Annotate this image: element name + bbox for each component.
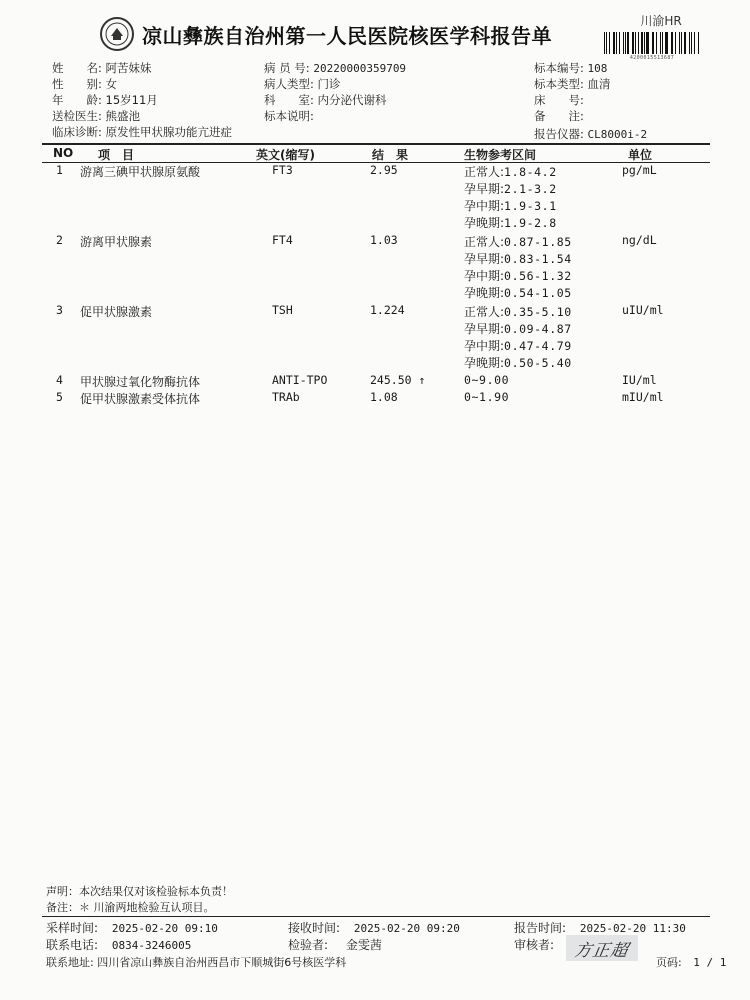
page-row [656, 954, 726, 970]
footer-remark: 备注：＊ 川渝两地检验互认项目。 [46, 901, 215, 914]
barcode-bar [681, 32, 682, 54]
table-row [0, 303, 750, 320]
doctor-row [52, 108, 140, 124]
table-row [0, 354, 750, 371]
age-label: 年 龄: [52, 93, 102, 107]
receive-time: 2025-02-20 09:20 [353, 922, 460, 935]
row-no: 5 [56, 390, 63, 404]
barcode-bar [679, 32, 680, 54]
table-row [0, 163, 750, 180]
barcode-bar [694, 32, 695, 54]
row-item: 促甲状腺激素 [80, 305, 153, 319]
collect-label: 采样时间: [46, 921, 99, 935]
table-row [0, 214, 750, 231]
reference-label: 孕晚期: [464, 286, 505, 300]
hospital-logo-icon [100, 17, 134, 51]
dept-label: 科 室: [264, 93, 314, 107]
receive-label: 接收时间: [288, 921, 341, 935]
reference-label: 孕中期: [464, 339, 505, 353]
signature-text: 方正超 [572, 940, 631, 961]
barcode-bar [619, 32, 620, 54]
diagnosis-row [52, 124, 232, 140]
phone-row [46, 936, 191, 953]
barcode-bar [644, 32, 645, 54]
row-item: 游离三碘甲状腺原氨酸 [80, 165, 201, 179]
report-label: 报告时间: [514, 921, 567, 935]
barcode-area [604, 12, 700, 61]
barcode-bar [671, 32, 672, 54]
barcode-bar [646, 32, 648, 54]
collect-time-row [46, 919, 218, 936]
report-title: 凉山彝族自治州第一人民医院核医学科报告单 [142, 24, 552, 48]
reference-label: 孕早期: [464, 182, 505, 196]
doctor-label: 送检医生: [52, 109, 102, 123]
patient-name: 阿苦妹妹 [105, 61, 152, 75]
barcode-bar [698, 32, 699, 54]
table-header [0, 146, 750, 162]
table-row [0, 250, 750, 267]
reference-value: 0~1.90 [464, 390, 510, 404]
phone-value: 0834-3246005 [111, 939, 192, 952]
name-row [52, 60, 152, 76]
reference-range [464, 267, 572, 284]
reference-label: 正常人: [464, 165, 505, 179]
barcode-bar [665, 32, 667, 54]
barcode-bar [691, 32, 692, 54]
sample-type: 血清 [587, 77, 611, 91]
sample-no-label: 标本编号: [534, 61, 584, 75]
reference-label: 孕中期: [464, 199, 505, 213]
case-no-row [264, 60, 406, 76]
barcode-bar [604, 32, 605, 54]
reviewer-signature [566, 935, 638, 961]
reference-value: 1.9-3.1 [504, 199, 557, 213]
sex-row [52, 76, 117, 92]
reference-range [464, 337, 572, 354]
reference-value: 2.1-3.2 [504, 182, 557, 196]
table-row [0, 180, 750, 197]
table-row [0, 337, 750, 354]
note-row [264, 108, 318, 124]
patient-type-row [264, 76, 341, 92]
barcode-bar [606, 32, 607, 54]
table-row [0, 284, 750, 301]
reference-value: 1.8-4.2 [504, 165, 557, 179]
note-label: 标本说明: [264, 109, 314, 123]
row-item: 甲状腺过氧化物酶抗体 [80, 375, 201, 389]
remark-label: 备 注: [534, 109, 584, 123]
table-row [0, 267, 750, 284]
barcode-bar [609, 32, 610, 54]
table-row [0, 197, 750, 214]
row-english: FT4 [272, 233, 293, 247]
diagnosis-value: 原发性甲状腺功能亢进症 [105, 125, 233, 139]
page-number: 1 / 1 [693, 956, 727, 969]
row-result: 245.50 ↑ [370, 373, 426, 387]
row-no: 1 [56, 163, 63, 177]
reference-label: 孕早期: [464, 322, 505, 336]
table-row [0, 320, 750, 337]
table-row [0, 233, 750, 250]
reference-label: 孕早期: [464, 252, 505, 266]
report-time: 2025-02-20 11:30 [579, 922, 686, 935]
dept-value: 内分泌代谢科 [317, 93, 387, 107]
footer-rule [42, 916, 710, 917]
reference-range [464, 163, 557, 180]
barcode-bar [652, 32, 653, 54]
row-result: 1.224 [370, 303, 405, 317]
instrument-row [534, 126, 647, 142]
page-label: 页码: [656, 956, 682, 969]
row-unit: mIU/ml [622, 390, 664, 404]
row-english: FT3 [272, 163, 293, 177]
barcode-bar [623, 32, 624, 54]
barcode-bar [635, 32, 636, 54]
col-ref: 生物参考区间 [464, 148, 537, 162]
tester-name: 金雯茜 [345, 938, 382, 952]
reference-label: 正常人: [464, 305, 505, 319]
row-result: 1.08 [370, 390, 398, 404]
col-english: 英文(缩写) [256, 148, 315, 162]
row-result: 1.03 [370, 233, 398, 247]
barcode-bar [627, 32, 628, 54]
instrument-label: 报告仪器: [534, 127, 584, 141]
barcode-bar [625, 32, 626, 54]
sample-no-row [534, 60, 607, 76]
bed-label: 床 号: [534, 93, 584, 107]
report-time-row [514, 919, 686, 936]
row-no: 3 [56, 303, 63, 317]
sample-type-label: 标本类型: [534, 77, 584, 91]
row-english: ANTI-TPO [272, 373, 328, 387]
address-row [46, 954, 346, 970]
case-no: 20220000359709 [313, 62, 407, 75]
row-english: TRAb [272, 390, 300, 404]
reference-value: 0.87-1.85 [504, 235, 572, 249]
barcode-bar [689, 32, 690, 54]
reference-range [464, 197, 557, 214]
address-value: 四川省凉山彝族自治州西昌市下顺城街6号核医学科 [97, 956, 347, 969]
age-row [52, 92, 158, 108]
reference-label: 孕中期: [464, 269, 505, 283]
barcode-bar [662, 32, 663, 54]
row-unit: ng/dL [622, 233, 657, 247]
col-result: 结 果 [372, 148, 409, 162]
tester-label: 检验者: [288, 938, 329, 952]
address-label: 联系地址: [46, 956, 94, 969]
barcode-bar [684, 32, 686, 54]
table-top-rule [42, 143, 710, 145]
reference-label: 孕晚期: [464, 356, 505, 370]
barcode [604, 32, 700, 54]
reference-range [464, 390, 509, 404]
reference-range [464, 214, 557, 231]
tester-row [288, 936, 382, 953]
reference-value: 0.50-5.40 [504, 356, 572, 370]
name-label: 姓 名: [52, 61, 102, 75]
patient-age: 15岁11月 [105, 93, 158, 107]
row-unit: pg/mL [622, 163, 657, 177]
instrument-value: CL8000i-2 [587, 128, 648, 141]
table-row [0, 373, 750, 390]
reviewer-label: 审核者: [514, 938, 555, 952]
dept-row [264, 92, 387, 108]
sex-label: 性 别: [52, 77, 102, 91]
receive-time-row [288, 919, 460, 936]
reference-value: 1.9-2.8 [504, 216, 557, 230]
reference-value: 0.54-1.05 [504, 286, 572, 300]
row-english: TSH [272, 303, 293, 317]
barcode-bar [638, 32, 639, 54]
col-no: NO [53, 146, 74, 160]
reference-value: 0.09-4.87 [504, 322, 572, 336]
col-item: 项 目 [98, 148, 135, 162]
sample-no: 108 [587, 62, 608, 75]
barcode-bar [672, 32, 673, 54]
remark-row [534, 108, 588, 124]
barcode-bar [653, 32, 654, 54]
case-no-label: 病 员 号: [264, 61, 310, 75]
reference-label: 孕晚期: [464, 216, 505, 230]
barcode-number: 4200015513687 [629, 55, 675, 61]
barcode-bar [656, 32, 657, 54]
barcode-bar [675, 32, 676, 54]
reference-value: 0.35-5.10 [504, 305, 572, 319]
row-unit: IU/ml [622, 373, 657, 387]
barcode-bar [632, 32, 634, 54]
row-item: 游离甲状腺素 [80, 235, 153, 249]
reference-range [464, 303, 572, 320]
barcode-bar [616, 32, 617, 54]
phone-label: 联系电话: [46, 938, 99, 952]
doctor-name: 熊盛池 [105, 109, 141, 123]
diagnosis-label: 临床诊断: [52, 125, 102, 139]
row-result: 2.95 [370, 163, 398, 177]
row-item: 促甲状腺激素受体抗体 [80, 392, 201, 406]
barcode-bar [613, 32, 615, 54]
col-unit: 单位 [628, 148, 653, 162]
sample-type-row [534, 76, 611, 92]
row-unit: uIU/ml [622, 303, 664, 317]
row-no: 2 [56, 233, 63, 247]
statement: 声明：本次结果仅对该检验标本负责！ [46, 885, 233, 898]
patient-type: 门诊 [317, 77, 341, 91]
collect-time: 2025-02-20 09:10 [111, 922, 218, 935]
reference-label: 正常人: [464, 235, 505, 249]
reference-range [464, 354, 572, 371]
reference-range [464, 180, 557, 197]
reference-range [464, 250, 572, 267]
org-mark: 川渝HR [640, 14, 682, 28]
barcode-bar [641, 32, 642, 54]
patient-sex: 女 [105, 77, 118, 91]
reference-range [464, 284, 572, 301]
patient-type-label: 病人类型: [264, 77, 314, 91]
row-no: 4 [56, 373, 63, 387]
reference-value: 0.83-1.54 [504, 252, 572, 266]
bed-row [534, 92, 588, 108]
reference-value: 0.47-4.79 [504, 339, 572, 353]
reviewer-row [514, 936, 554, 953]
reference-range [464, 233, 572, 250]
reference-range [464, 373, 509, 387]
table-row [0, 390, 750, 407]
reference-value: 0.56-1.32 [504, 269, 572, 283]
reference-value: 0~9.00 [464, 373, 510, 387]
reference-range [464, 320, 572, 337]
barcode-bar [660, 32, 661, 54]
